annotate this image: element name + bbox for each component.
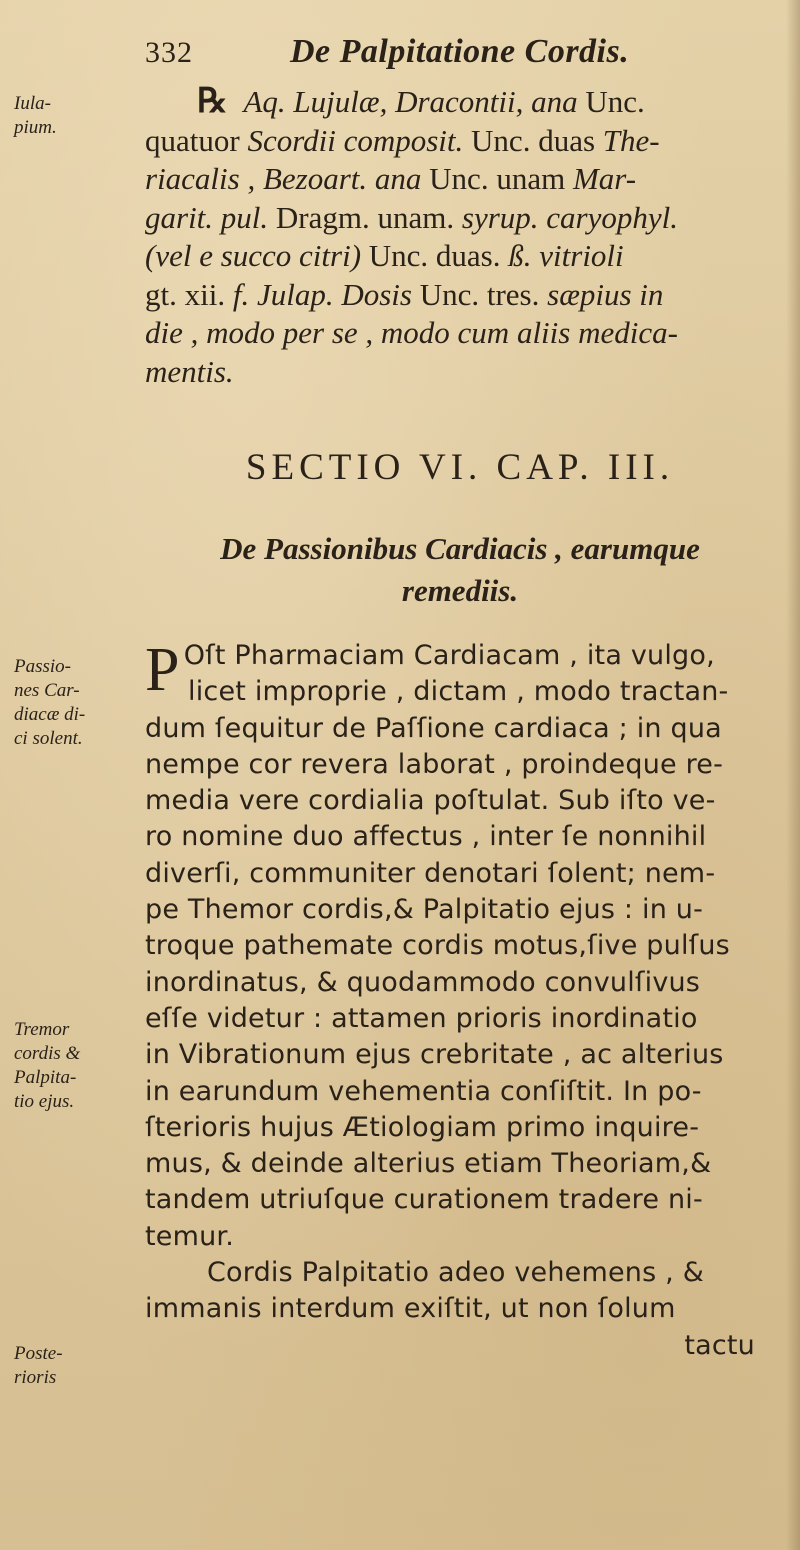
recipe-line bbox=[145, 353, 775, 392]
recipe-segment: Unc. bbox=[577, 84, 645, 119]
paragraph-line: Cordis Palpitatio adeo vehemens , & bbox=[207, 1257, 704, 1289]
recipe-segment: Unc. duas. bbox=[361, 238, 509, 273]
paragraph-line: tandem utriuſque curationem tradere ni- bbox=[145, 1184, 703, 1216]
recipe-segment bbox=[243, 84, 644, 119]
margin-note: Iula- pium. bbox=[14, 93, 57, 138]
recipe-line bbox=[145, 237, 775, 276]
section-heading: SECTIO VI. CAP. III. bbox=[245, 447, 675, 488]
recipe-line bbox=[145, 276, 775, 315]
recipe-segment: garit. pul. bbox=[145, 199, 269, 235]
paragraph-line: licet improprie , dictam , modo tractan- bbox=[188, 676, 729, 708]
recipe-line bbox=[145, 314, 775, 353]
recipe-segment: (vel e succo citri) bbox=[145, 238, 362, 273]
recipe-symbol: ℞ bbox=[197, 83, 228, 120]
recipe-segment: The- bbox=[602, 122, 660, 158]
recipe-line bbox=[145, 160, 775, 199]
recipe-segment: sæpius in bbox=[547, 276, 664, 312]
recipe-block bbox=[145, 83, 775, 391]
recipe-segment: quatuor bbox=[145, 122, 248, 158]
paragraph-line: diverſi, communiter denotari ſolent; nem- bbox=[145, 857, 716, 889]
recipe-segment: riacalis , Bezoart. ana bbox=[145, 161, 422, 196]
recipe-segment: Dragm. unam. bbox=[268, 199, 462, 235]
recipe-segment: syrup. caryophyl. bbox=[461, 199, 678, 235]
recipe-segment: Aq. Lujulæ, Dracontii, ana bbox=[243, 84, 578, 119]
margin-note: Passio- nes Car- diacæ di- ci solent. bbox=[14, 656, 86, 749]
recipe-segment: Unc. duas bbox=[463, 122, 603, 158]
paragraph-line: mus, & deinde alterius etiam Theoriam,& bbox=[145, 1148, 712, 1180]
paragraph-line: pe Themor cordis,& Palpitatio ejus : in u- bbox=[145, 894, 704, 926]
recipe-segment: f. Julap. Dosis bbox=[232, 276, 412, 312]
recipe-line bbox=[145, 199, 775, 238]
drop-cap: P bbox=[145, 636, 180, 704]
paragraph-line: troque pathemate cordis motus,ſive pulſus bbox=[145, 930, 730, 962]
paragraph-line: inordinatus, & quodammodo convulſivus bbox=[145, 966, 701, 998]
recipe-segment: Unc. unam bbox=[421, 161, 573, 196]
page-edge-shadow bbox=[786, 0, 800, 1550]
paragraph-line: eſſe videtur : attamen prioris inordinatio bbox=[145, 1002, 698, 1034]
body-paragraph bbox=[145, 638, 775, 1364]
paragraph-line: immanis interdum exiſtit, ut non ſolum bbox=[145, 1293, 676, 1325]
catchword: tactu bbox=[684, 1329, 755, 1361]
paragraph-line-text: Oſt Pharmaciam Cardiacam , ita vulgo, bbox=[183, 640, 715, 671]
recipe-segment: Unc. tres. bbox=[411, 276, 548, 312]
recipe-segment: mentis. bbox=[145, 353, 234, 389]
recipe-segment: ß. vitrioli bbox=[508, 238, 624, 273]
chapter-title-line: remediis. bbox=[401, 573, 519, 608]
paragraph-line: temur. bbox=[145, 1220, 235, 1252]
recipe-line bbox=[145, 122, 775, 161]
running-title: De Palpitatione Cordis. bbox=[290, 33, 630, 70]
chapter-title bbox=[145, 528, 775, 612]
recipe-line bbox=[145, 83, 775, 122]
recipe-segment: Mar- bbox=[572, 161, 637, 196]
margin-note: Tremor cordis & Palpita- tio ejus. bbox=[14, 1019, 81, 1112]
paragraph-line: ro nomine duo affectus , inter ſe nonnihil bbox=[145, 821, 707, 853]
paragraph-line: dum ſequitur de Paſſione cardiaca ; in qua bbox=[145, 712, 722, 744]
page-number: 332 bbox=[145, 36, 193, 69]
recipe-segment: Scordii composit. bbox=[247, 122, 464, 158]
recipe-segment: die , modo per se , modo cum aliis medica- bbox=[145, 315, 678, 350]
paragraph-line: ſterioris hujus Ætiologiam primo inquire- bbox=[145, 1111, 700, 1143]
paragraph-line: nempe cor revera laborat , proindeque re- bbox=[145, 748, 724, 780]
paragraph-line: media vere cordialia poſtulat. Sub iſto ve- bbox=[145, 785, 716, 817]
chapter-title-line: De Passionibus Cardiacis , earumque bbox=[220, 531, 700, 566]
recipe-segment: gt. xii. bbox=[145, 276, 233, 312]
paragraph-line: in earundum vehementia conſiſtit. In po- bbox=[145, 1075, 702, 1107]
margin-note: Poste- rioris bbox=[14, 1343, 63, 1388]
paragraph-line: in Vibrationum ejus crebritate , ac alterius bbox=[145, 1039, 724, 1071]
